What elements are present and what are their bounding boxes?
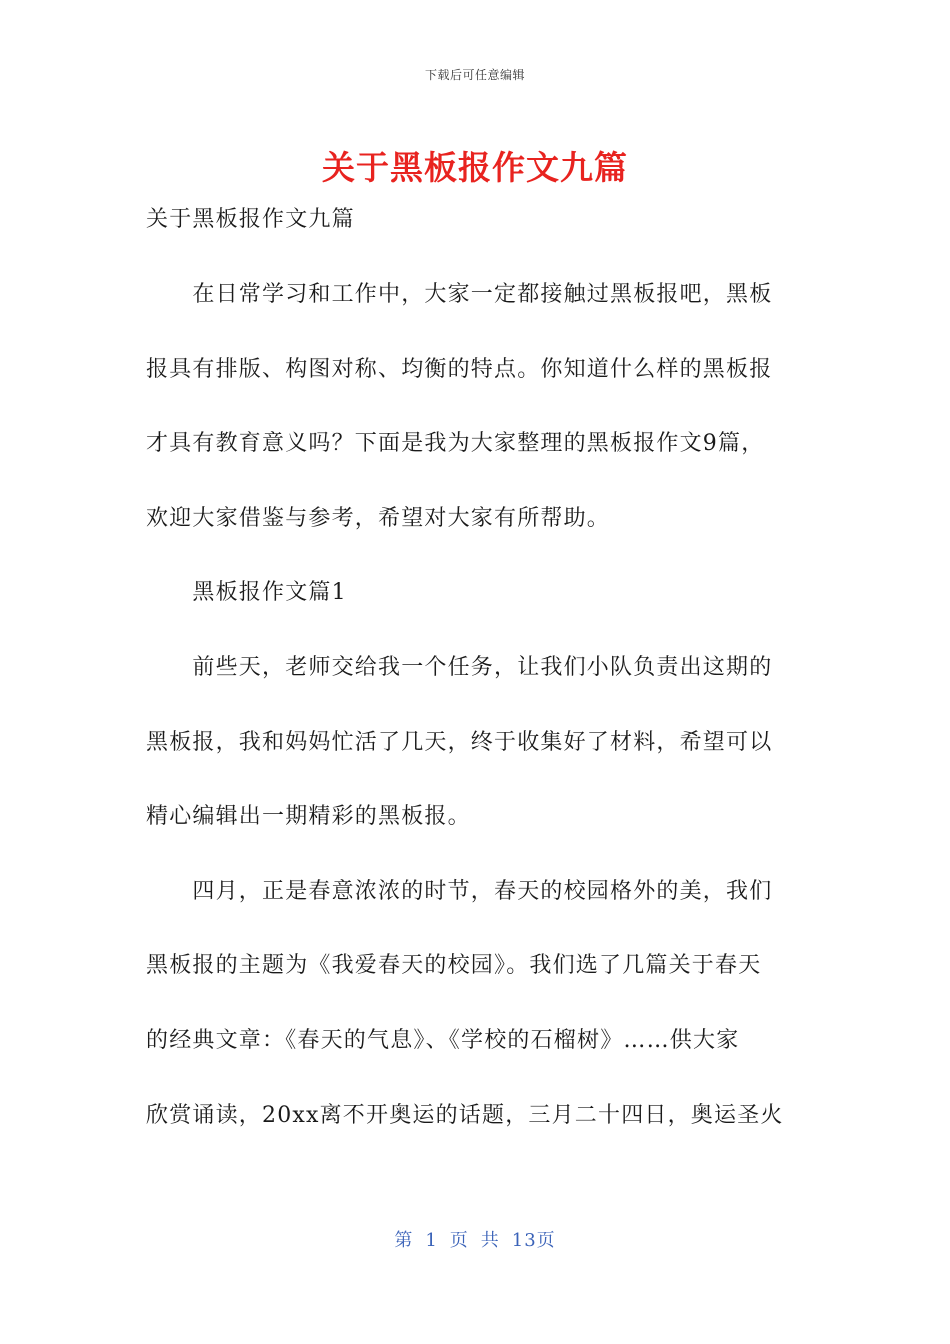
header-note: 下载后可任意编辑: [424, 68, 525, 82]
paragraph-line: 精心编辑出一期精彩的黑板报。: [146, 804, 471, 829]
page-prefix: 第: [394, 1230, 414, 1251]
paragraph-line: 才具有教育意义吗？下面是我为大家整理的黑板报作文9篇，: [146, 431, 765, 456]
paragraph-line: 前些天，老师交给我一个任务，让我们小队负责出这期的: [146, 655, 773, 680]
paragraph-line: 黑板报，我和妈妈忙活了几天，终于收集好了材料，希望可以: [146, 730, 773, 755]
paragraph-line: 在日常学习和工作中，大家一定都接触过黑板报吧，黑板: [146, 282, 773, 307]
total-pages: 13页: [511, 1230, 556, 1251]
document-title: 关于黑板报作文九篇: [322, 148, 628, 187]
paragraph-line: 的经典文章：《春天的气息》、《学校的石榴树》……供大家: [146, 1028, 740, 1053]
subtitle-line: 关于黑板报作文九篇: [146, 207, 355, 232]
page-mid: 页: [449, 1230, 469, 1251]
paragraph-line: 欣赏诵读，20xx离不开奥运的话题，三月二十四日，奥运圣火: [146, 1103, 784, 1128]
paragraph-line: 四月，正是春意浓浓的时节，春天的校园格外的美，我们: [146, 879, 773, 904]
total-prefix: 共: [480, 1230, 500, 1251]
paragraph-line: 黑板报的主题为《我爱春天的校园》。我们选了几篇关于春天: [146, 953, 762, 978]
paragraph-line: 报具有排版、构图对称、均衡的特点。你知道什么样的黑板报: [146, 357, 773, 382]
page-number: 1: [425, 1230, 438, 1251]
section-heading: 黑板报作文篇1: [146, 580, 347, 605]
page-footer: [0, 1226, 950, 1252]
paragraph-line: 欢迎大家借鉴与参考，希望对大家有所帮助。: [146, 506, 611, 531]
